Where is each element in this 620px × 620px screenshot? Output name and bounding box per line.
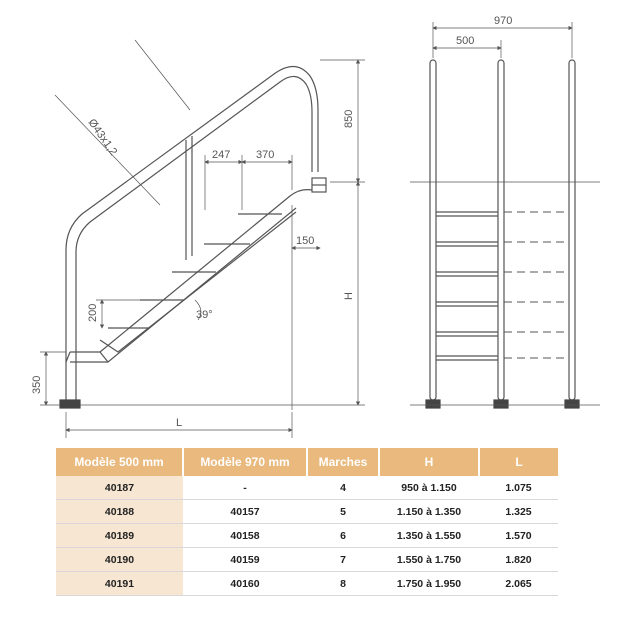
cell-steps: 4 bbox=[307, 476, 379, 500]
cell-model-500: 40187 bbox=[56, 476, 183, 500]
cell-length: 1.325 bbox=[479, 500, 558, 524]
table-row bbox=[56, 524, 558, 548]
header-steps: Marches bbox=[307, 448, 379, 476]
cell-steps: 7 bbox=[307, 548, 379, 572]
table-row bbox=[56, 548, 558, 572]
width-500-label: 500 bbox=[456, 35, 475, 47]
cell-height: 1.550 à 1.750 bbox=[379, 548, 479, 572]
cell-model-970: - bbox=[183, 476, 307, 500]
table-row bbox=[56, 500, 558, 524]
cell-height: 1.150 à 1.350 bbox=[379, 500, 479, 524]
cell-height: 1.350 à 1.550 bbox=[379, 524, 479, 548]
cell-height: 950 à 1.150 bbox=[379, 476, 479, 500]
cell-model-500: 40190 bbox=[56, 548, 183, 572]
header-model-500: Modèle 500 mm bbox=[56, 448, 183, 476]
cell-model-970: 40160 bbox=[183, 572, 307, 596]
header-model-970: Modèle 970 mm bbox=[183, 448, 307, 476]
header-height: H bbox=[379, 448, 479, 476]
step-spacing-label: 370 bbox=[256, 149, 275, 161]
header-length: L bbox=[479, 448, 558, 476]
cell-height: 1.750 à 1.950 bbox=[379, 572, 479, 596]
front-view-extension bbox=[504, 212, 569, 358]
length-label: L bbox=[176, 417, 183, 429]
model-spec-table bbox=[56, 448, 558, 596]
step-depth-label: 247 bbox=[212, 149, 231, 161]
table-row bbox=[56, 572, 558, 596]
cell-steps: 6 bbox=[307, 524, 379, 548]
front-view bbox=[426, 60, 579, 408]
cell-length: 1.820 bbox=[479, 548, 558, 572]
cell-steps: 5 bbox=[307, 500, 379, 524]
cell-model-970: 40157 bbox=[183, 500, 307, 524]
cell-model-500: 40188 bbox=[56, 500, 183, 524]
cell-length: 1.570 bbox=[479, 524, 558, 548]
cell-model-970: 40159 bbox=[183, 548, 307, 572]
rise-label: 850 bbox=[343, 109, 355, 128]
cell-steps: 8 bbox=[307, 572, 379, 596]
offset-label: 150 bbox=[296, 235, 315, 247]
tube-diameter-label: Ø43x1,2 bbox=[85, 116, 120, 158]
height-label: H bbox=[343, 292, 355, 300]
side-view bbox=[60, 66, 326, 408]
cell-model-500: 40189 bbox=[56, 524, 183, 548]
table-header-row bbox=[56, 448, 558, 476]
side-view-dimensions bbox=[40, 40, 365, 438]
table-row bbox=[56, 476, 558, 500]
cell-length: 1.075 bbox=[479, 476, 558, 500]
cell-model-500: 40191 bbox=[56, 572, 183, 596]
riser-label: 200 bbox=[87, 303, 99, 322]
angle-label: 39° bbox=[196, 309, 213, 321]
foot-height-label: 350 bbox=[31, 375, 43, 394]
cell-length: 2.065 bbox=[479, 572, 558, 596]
width-970-label: 970 bbox=[494, 15, 513, 27]
cell-model-970: 40158 bbox=[183, 524, 307, 548]
